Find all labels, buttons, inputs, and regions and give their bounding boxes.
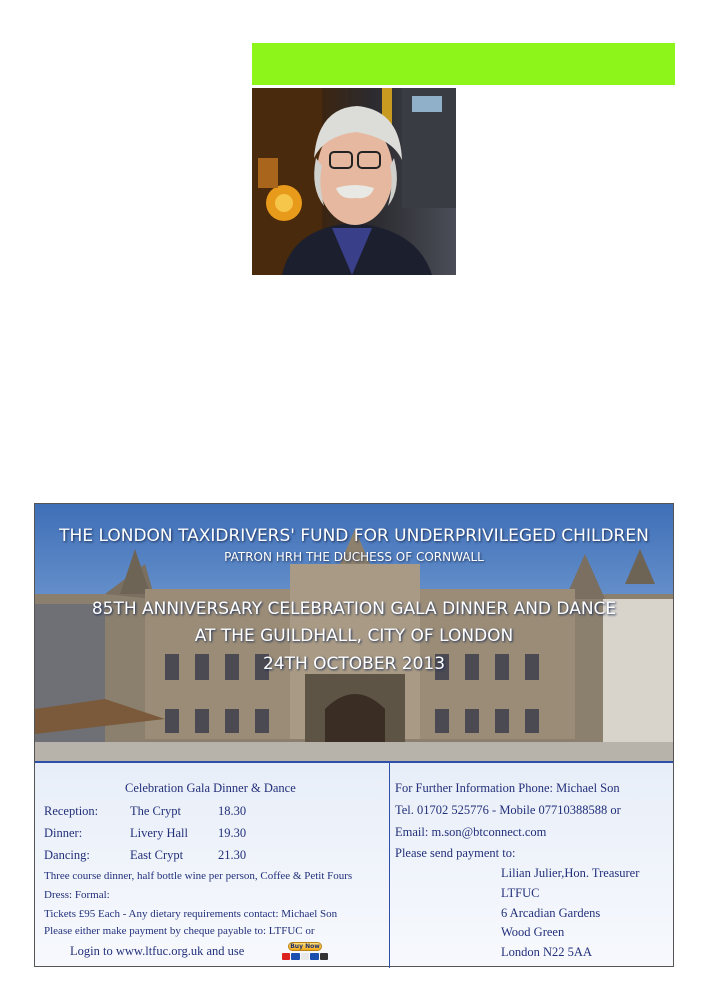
- contact-phone: Tel. 01702 525776 - Mobile 07710388588 or: [395, 803, 621, 817]
- event-info-panel: [35, 761, 673, 966]
- schedule-venue: East Crypt: [130, 848, 184, 862]
- schedule-label: Reception:: [44, 804, 99, 818]
- schedule-time: 21.30: [218, 848, 247, 862]
- header-bar: [252, 43, 675, 85]
- address-line: 6 Arcadian Gardens: [501, 906, 601, 920]
- buy-now-button[interactable]: [282, 942, 328, 962]
- banner-anniversary: 85TH ANNIVERSARY CELEBRATION GALA DINNER AND DANCE: [91, 599, 617, 619]
- schedule-label: Dinner:: [44, 826, 83, 840]
- address-line: London N22 5AA: [501, 945, 592, 959]
- schedule-time: 19.30: [218, 826, 247, 840]
- banner-title: THE LONDON TAXIDRIVERS' FUND FOR UNDERPRIVILEGED CHILDREN: [59, 526, 649, 546]
- ticket-price: Tickets £95 Each - Any dietary requirements contact: Michael Son: [44, 908, 338, 920]
- column-divider: [389, 763, 390, 968]
- payment-send-label: Please send payment to:: [395, 846, 516, 860]
- schedule-venue: The Crypt: [130, 804, 182, 818]
- login-instructions: Login to www.ltfuc.org.uk and use: [70, 944, 245, 958]
- schedule-time: 18.30: [218, 804, 247, 818]
- event-heading: Celebration Gala Dinner & Dance: [125, 781, 296, 795]
- schedule-venue: Livery Hall: [130, 826, 188, 840]
- contact-info: For Further Information Phone: Michael Son: [395, 781, 620, 795]
- banner-patron: PATRON HRH THE DUCHESS OF CORNWALL: [224, 550, 484, 564]
- address-line: LTFUC: [501, 886, 540, 900]
- buy-now-label: Buy Now: [288, 942, 322, 951]
- portrait-photo: [252, 88, 456, 275]
- address-line: Lilian Julier,Hon. Treasurer: [501, 866, 640, 880]
- payment-cards-icon: [282, 953, 328, 960]
- banner-venue: AT THE GUILDHALL, CITY OF LONDON: [194, 626, 514, 646]
- banner-date: 24TH OCTOBER 2013: [262, 654, 446, 674]
- menu-description: Three course dinner, half bottle wine per person, Coffee & Petit Fours: [44, 870, 353, 882]
- address-line: Wood Green: [501, 925, 565, 939]
- contact-email: Email: m.son@btconnect.com: [395, 825, 547, 839]
- payment-instructions: Please either make payment by cheque payable to: LTFUC or: [44, 925, 315, 937]
- schedule-label: Dancing:: [44, 848, 90, 862]
- dress-code: Dress: Formal:: [44, 889, 110, 901]
- gala-flyer: [34, 503, 674, 967]
- guildhall-banner: [35, 504, 673, 761]
